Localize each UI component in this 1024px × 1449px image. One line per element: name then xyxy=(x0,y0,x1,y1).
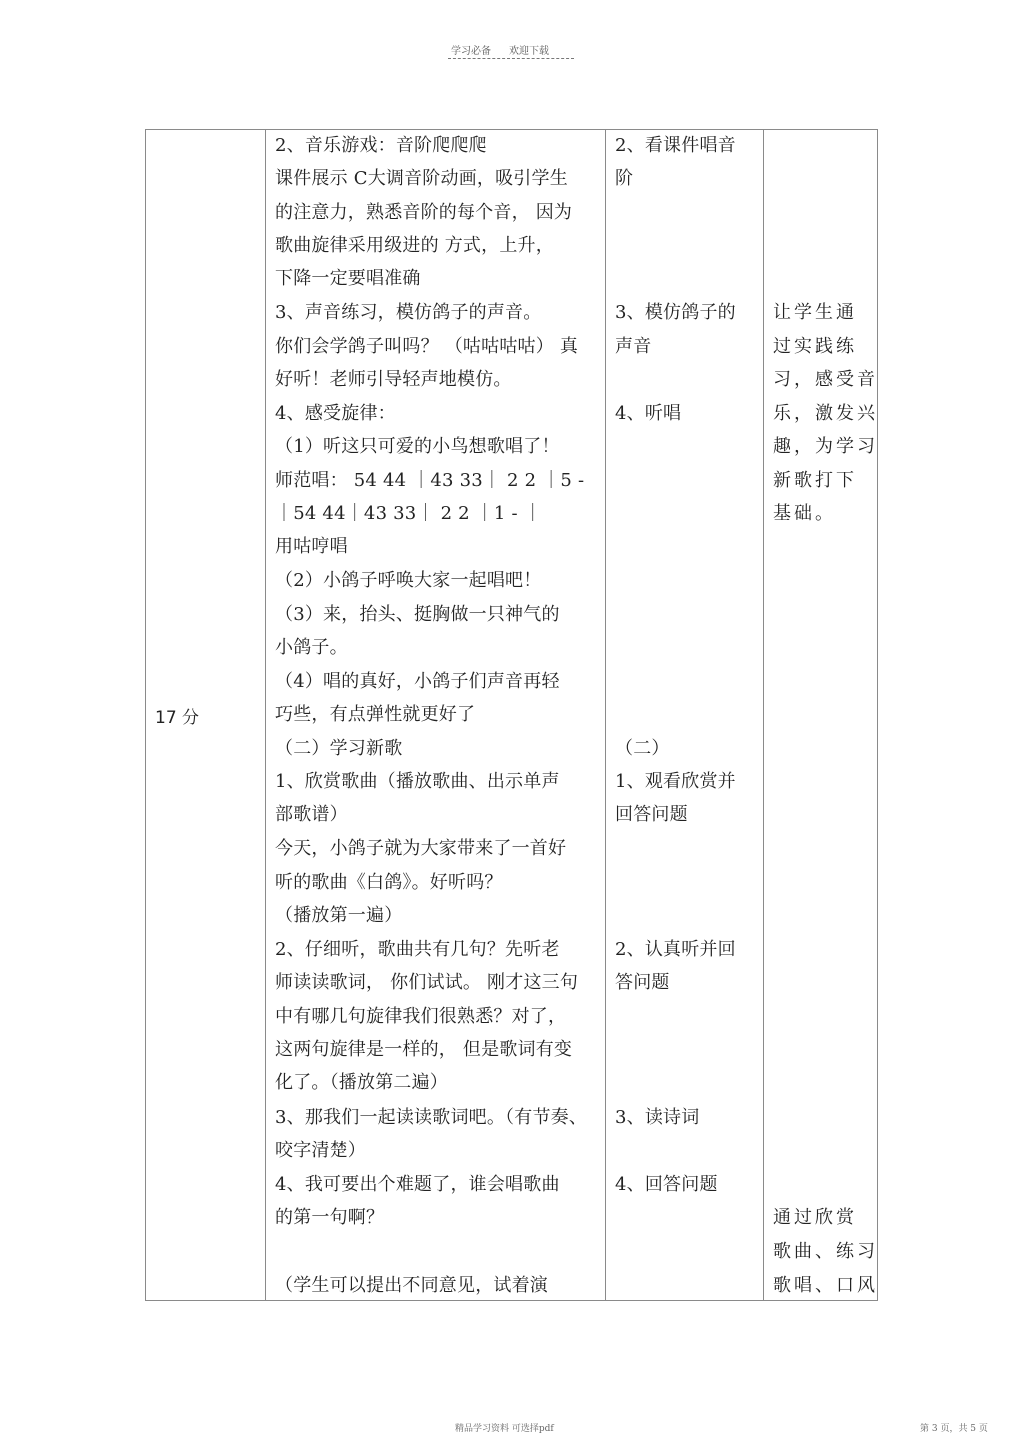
teacher-line: 师范唱： 54 44 ｜43 33｜ 2 2 ｜5 - xyxy=(275,470,585,491)
teacher-line: 巧些，有点弹性就更好了 xyxy=(275,704,476,725)
teacher-line: 4、我可要出个难题了，谁会唱歌曲 xyxy=(275,1174,560,1195)
teacher-line: （4）唱的真好，小鸽子们声音再轻 xyxy=(275,671,560,692)
teacher-line: 中有哪几句旋律我们很熟悉？对了， xyxy=(275,1006,567,1027)
student-line: 3、模仿鸽子的 xyxy=(615,302,736,323)
intent-line: 歌曲、练习 xyxy=(773,1241,878,1262)
teacher-line: 下降一定要唱准确 xyxy=(275,268,421,289)
teacher-line: （1）听这只可爱的小鸟想歌唱了！ xyxy=(275,436,560,457)
header-rule xyxy=(448,58,574,59)
student-line: 答问题 xyxy=(615,972,670,993)
teacher-line: 用咕哼唱 xyxy=(275,536,348,557)
teacher-line: 今天，小鸽子就为大家带来了一首好 xyxy=(275,838,567,859)
teacher-line: 课件展示 C大调音阶动画，吸引学生 xyxy=(275,168,568,189)
intent-line: 习，感受音 xyxy=(773,369,878,390)
intent-line: 趣，为学习 xyxy=(773,436,878,457)
teacher-line: 咬字清楚） xyxy=(275,1140,366,1161)
student-line: 阶 xyxy=(615,168,634,189)
teacher-line: 歌曲旋律采用级进的 方式，上升， xyxy=(275,235,554,256)
page-header xyxy=(448,40,574,62)
teacher-line: ｜54 44｜43 33｜ 2 2 ｜1 - ｜ xyxy=(275,503,542,524)
page-number: 第 3 页，共 5 页 xyxy=(920,1424,988,1434)
student-line: 1、观看欣赏并 xyxy=(615,771,736,792)
footer-note: 精品学习资料 可选择pdf xyxy=(455,1424,554,1434)
student-line: 4、回答问题 xyxy=(615,1174,718,1195)
intent-line: 基础。 xyxy=(773,503,836,524)
teacher-line: 化了。（播放第二遍） xyxy=(275,1072,448,1093)
intent-line: 过实践练 xyxy=(773,336,857,357)
intent-line: 歌唱、口风 xyxy=(773,1275,878,1296)
teacher-line: 2、音乐游戏：音阶爬爬爬 xyxy=(275,135,487,156)
student-line: 2、看课件唱音 xyxy=(615,135,736,156)
teacher-line: 1、欣赏歌曲（播放歌曲、出示单声 xyxy=(275,771,560,792)
teacher-line: （学生可以提出不同意见，试着演 xyxy=(275,1275,548,1296)
design-intent-cell xyxy=(764,130,878,1301)
intent-line: 让学生通 xyxy=(773,302,857,323)
intent-line: 乐，激发兴 xyxy=(773,403,878,424)
teacher-line: 的注意力，熟悉音阶的每个音， 因为 xyxy=(275,202,573,223)
intent-line: 新歌打下 xyxy=(773,470,857,491)
teacher-line: （二）学习新歌 xyxy=(275,738,403,759)
teacher-line: 师读读歌词， 你们试试。 刚才这三句 xyxy=(275,972,579,993)
teacher-activity-cell xyxy=(266,130,606,1301)
intent-line: 通过欣赏 xyxy=(773,1207,857,1228)
student-line: 2、认真听并回 xyxy=(615,939,736,960)
teacher-line: （3）来，抬头、挺胸做一只神气的 xyxy=(275,604,560,625)
lesson-plan-table xyxy=(145,129,878,1301)
student-line: 回答问题 xyxy=(615,804,688,825)
table-row xyxy=(146,130,878,1301)
teacher-line: 4、感受旋律： xyxy=(275,403,396,424)
student-activity-cell xyxy=(606,130,764,1301)
teacher-line: 的第一句啊？ xyxy=(275,1207,385,1228)
teacher-line: （2）小鸽子呼唤大家一起唱吧！ xyxy=(275,570,542,591)
teacher-line: （播放第一遍） xyxy=(275,905,403,926)
student-line: （二） xyxy=(615,738,670,759)
teacher-line: 3、声音练习，模仿鸽子的声音。 xyxy=(275,302,542,323)
teacher-line: 听的歌曲《白鸽》。好听吗？ xyxy=(275,872,503,893)
student-line: 声音 xyxy=(615,336,652,357)
teacher-line: 你们会学鸽子叫吗？ （咕咕咕咕） 真 xyxy=(275,336,579,357)
header-left-text: 学习必备 xyxy=(451,46,491,57)
header-right-text: 欢迎下载 xyxy=(509,46,549,57)
teacher-line: 这两句旋律是一样的， 但是歌词有变 xyxy=(275,1039,573,1060)
teacher-activity-column xyxy=(266,130,605,1300)
teacher-line: 好听！老师引导轻声地模仿。 xyxy=(275,369,512,390)
time-cell xyxy=(146,130,266,1301)
design-intent-column xyxy=(764,130,877,1300)
time-label: 17 分 xyxy=(155,707,200,728)
student-line: 4、听唱 xyxy=(615,403,682,424)
teacher-line: 3、那我们一起读读歌词吧。（有节奏、 xyxy=(275,1107,588,1128)
student-line: 3、读诗词 xyxy=(615,1107,700,1128)
teacher-line: 2、仔细听，歌曲共有几句？先听老 xyxy=(275,939,560,960)
student-activity-column xyxy=(606,130,763,1300)
teacher-line: 部歌谱） xyxy=(275,804,348,825)
teacher-line: 小鸽子。 xyxy=(275,637,348,658)
